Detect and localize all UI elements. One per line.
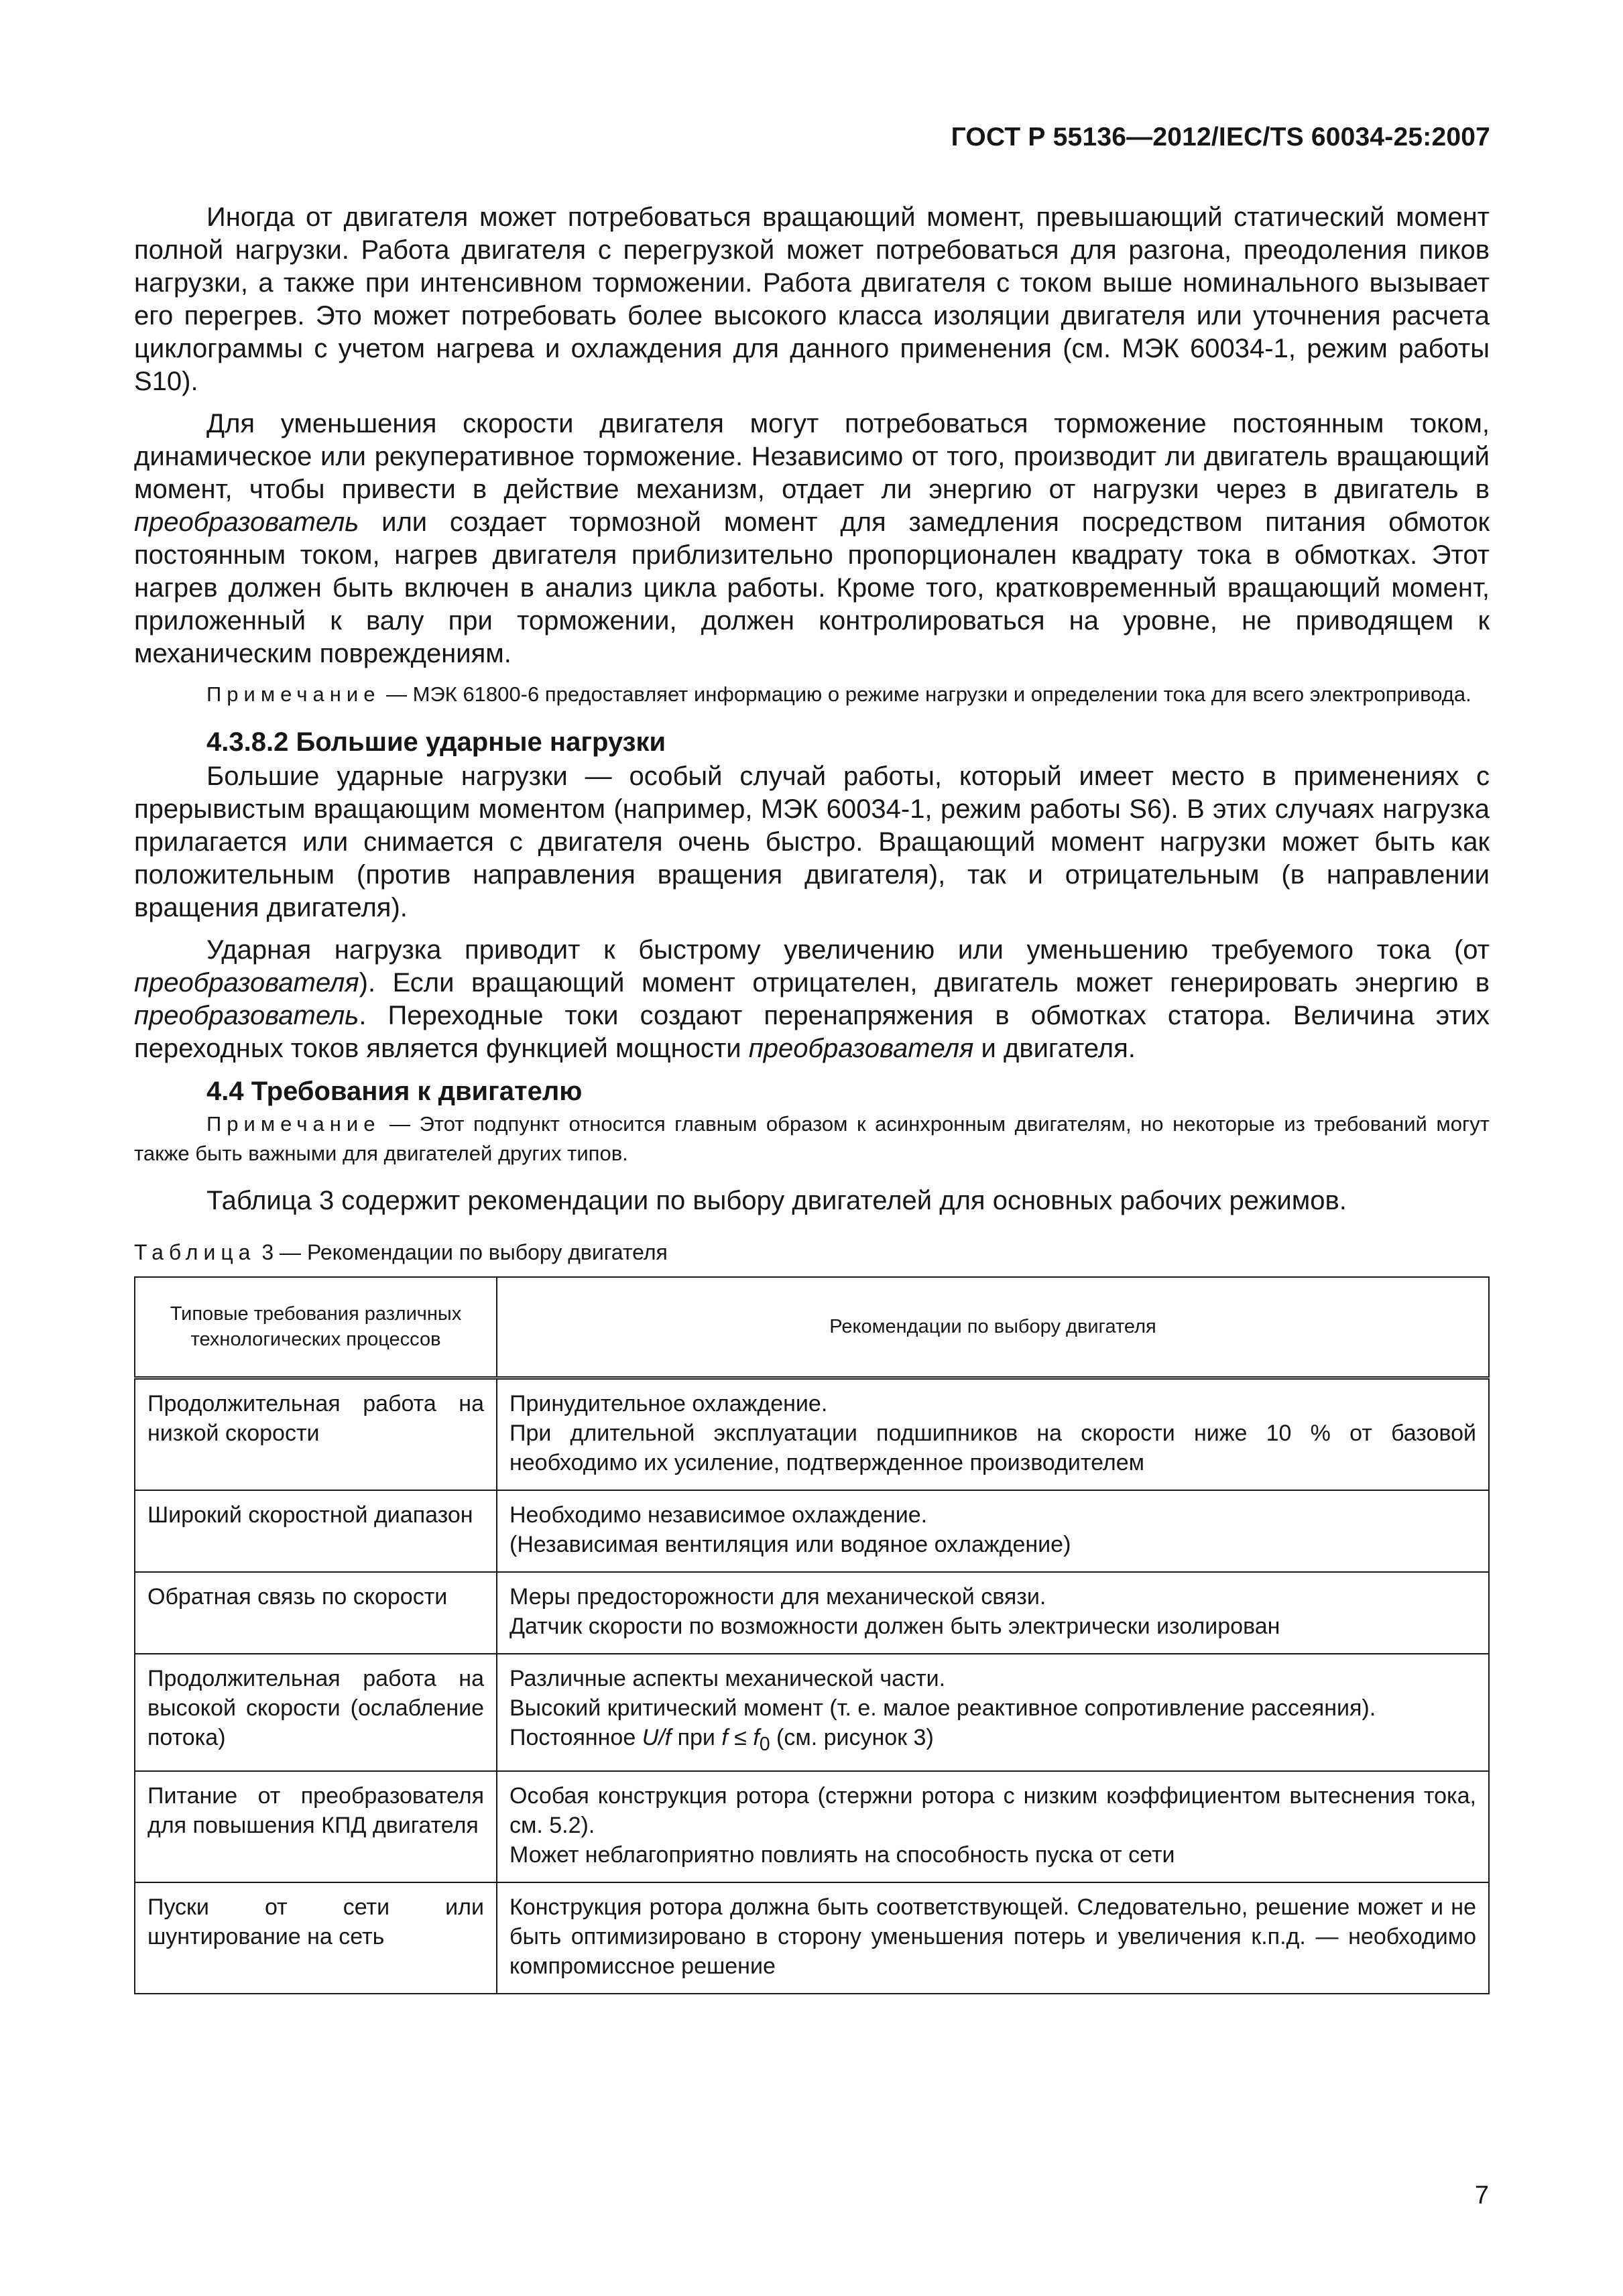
paragraph: Таблица 3 содержит рекомендации по выбору двигателей для основных рабочих режимов. xyxy=(206,1186,1347,1215)
document-code-header: ГОСТ Р 55136—2012/IEC/TS 60034-25:2007 xyxy=(951,123,1490,152)
table-row xyxy=(135,1378,1489,1490)
table-row xyxy=(135,1654,1489,1772)
section-heading: 4.4 Требования к двигателю xyxy=(206,1077,583,1106)
paragraph: Для уменьшения скорости двигателя могут потребоваться торможение постоянным током, динамическое или рекуперативное торможение. Независимо от того, производит ли двигатель вращающий момент, чтобы привести в действие механизм, отдает ли энергию от нагрузки через в двигатель в преобразователь или создает тормозной момент для замедления посредством питания обмоток постоянным током, нагрев двигателя приблизительно пропорционален квадрату тока в обмотках. Этот нагрев должен быть включен в анализ цикла работы. Кроме того, кратковременный вращающий момент, приложенный к валу при торможении, должен контролироваться на уровне, не приводящем к механическим повреждениям. xyxy=(134,409,1490,668)
note-label: Примечание xyxy=(206,682,381,706)
table-row xyxy=(135,1771,1489,1882)
recommendation-cell: Различные аспекты механической части. Высокий критический момент (т. е. малое реактивное сопротивление рассеяния). Постоянное U/f при $f \le f_0$ (см. рисунок 3) xyxy=(497,1654,1489,1772)
requirement-cell: Обратная связь по скорости xyxy=(135,1572,497,1654)
table-header-row xyxy=(135,1277,1489,1378)
page-body xyxy=(134,201,1490,1994)
table-caption: Таблица 3 — Рекомендации по выбору двигателя xyxy=(134,1240,668,1264)
recommendation-cell: Меры предосторожности для механической связи. Датчик скорости по возможности должен быть электрически изолирован xyxy=(497,1572,1489,1654)
note: Примечание — Этот подпункт относится главным образом к асинхронным двигателям, но некоторые из требований могут также быть важными для двигателей других типов. xyxy=(134,1112,1490,1165)
paragraph: Ударная нагрузка приводит к быстрому увеличению или уменьшению требуемого тока (от преобразователя). Если вращающий момент отрицателен, двигатель может генерировать энергию в преобразователь. Переходные токи создают перенапряжения в обмотках статора. Величина этих переходных токов является функцией мощности преобразователя и двигателя. xyxy=(134,935,1490,1063)
recommendation-cell: Особая конструкция ротора (стержни ротора с низким коэффициентом вытеснения тока, см. 5.2). Может неблагоприятно повлиять на способность пуска от сети xyxy=(497,1771,1489,1882)
paragraph: Иногда от двигателя может потребоваться вращающий момент, превышающий статический момент полной нагрузки. Работа двигателя с перегрузкой может потребоваться для разгона, преодоления пиков нагрузки, а также при интенсивном торможении. Работа двигателя с током выше номинального вызывает его перегрев. Это может потребовать более высокого класса изоляции двигателя или уточнения расчета циклограммы с учетом нагрева и охлаждения для данного применения (см. МЭК 60034-1, режим работы S10). xyxy=(134,202,1490,396)
recommendations-table xyxy=(134,1276,1490,1994)
recommendation-cell: Конструкция ротора должна быть соответствующей. Следовательно, решение может и не быть оптимизировано в сторону уменьшения потерь и увеличения к.п.д. — необходимо компромиссное решение xyxy=(497,1882,1489,1994)
requirement-cell: Широкий скоростной диапазон xyxy=(135,1490,497,1572)
requirement-cell: Продолжительная работа на высокой скорости (ослабление потока) xyxy=(135,1654,497,1772)
table-row xyxy=(135,1572,1489,1654)
page-number: 7 xyxy=(1474,2181,1489,2210)
table-row xyxy=(135,1882,1489,1994)
table-row xyxy=(135,1490,1489,1572)
note-label: Примечание xyxy=(206,1112,381,1136)
requirement-cell: Питание от преобразователя для повышения КПД двигателя xyxy=(135,1771,497,1882)
requirement-cell: Пуски от сети или шунтирование на сеть xyxy=(135,1882,497,1994)
column-header: Рекомендации по выбору двигателя xyxy=(497,1277,1489,1378)
column-header: Типовые требования различных технологических процессов xyxy=(135,1277,497,1378)
paragraph: Большие ударные нагрузки — особый случай работы, который имеет место в применениях с прерывистым вращающим моментом (например, МЭК 60034-1, режим работы S6). В этих случаях нагрузка прилагается или снимается с двигателя очень быстро. Вращающий момент нагрузки может быть как положительным (против направления вращения двигателя), так и отрицательным (в направлении вращения двигателя). xyxy=(134,762,1490,922)
note: Примечание — МЭК 61800-6 предоставляет информацию о режиме нагрузки и определении тока для всего электропривода. xyxy=(206,682,1471,706)
recommendation-cell: Принудительное охлаждение. При длительной эксплуатации подшипников на скорости ниже 10 % от базовой необходимо их усиление, подтвержденное производителем xyxy=(497,1378,1489,1490)
section-heading: 4.3.8.2 Большие ударные нагрузки xyxy=(206,727,666,757)
recommendation-cell: Необходимо независимое охлаждение. (Независимая вентиляция или водяное охлаждение) xyxy=(497,1490,1489,1572)
requirement-cell: Продолжительная работа на низкой скорости xyxy=(135,1378,497,1490)
formula-line: Постоянное U/f при $f \le f_0$ (см. рисунок 3) xyxy=(509,1724,934,1755)
